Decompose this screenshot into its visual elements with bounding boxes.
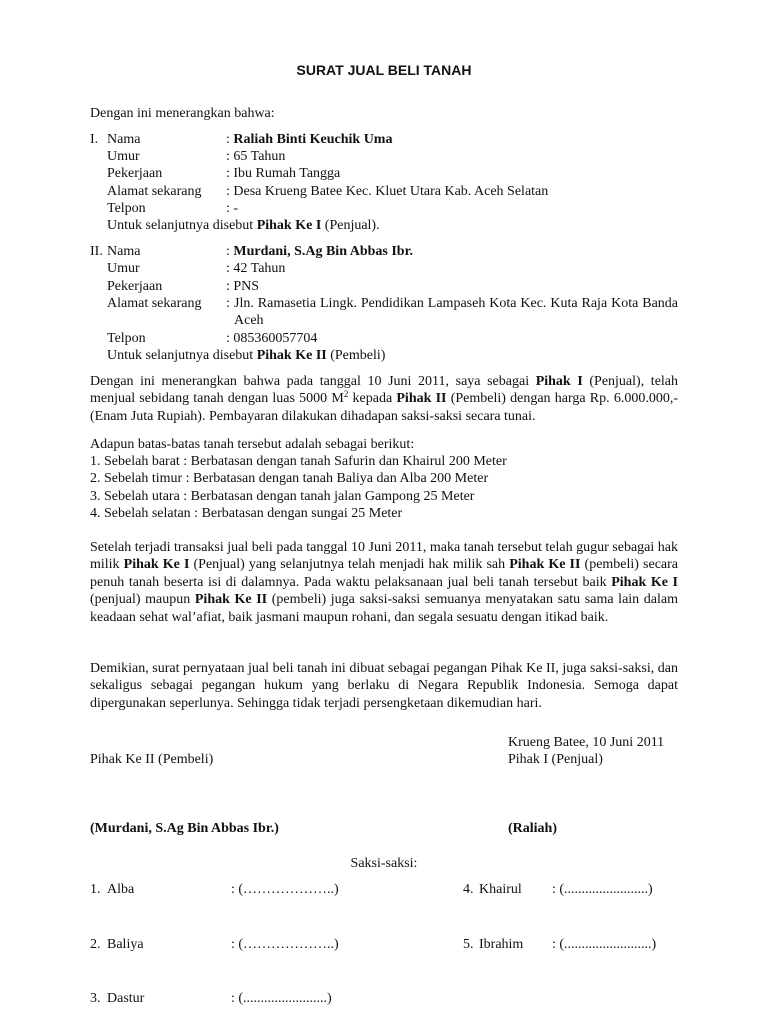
witness-name: Alba — [107, 882, 135, 897]
party-1-umur-value: 65 Tahun — [233, 149, 286, 164]
witness-number: 1. — [90, 882, 101, 897]
party-2-pekerjaan-value: PNS — [233, 279, 260, 294]
witness-signature-line: : (………………..) — [231, 937, 339, 952]
party-1-label-nama: Nama — [107, 132, 141, 147]
party-2-pekerjaan: : PNS — [226, 279, 260, 294]
party-1-number: I. — [90, 132, 99, 147]
witness-signature-line: : (………………..) — [231, 882, 339, 897]
signer-right-label: Pihak I (Penjual) — [508, 752, 603, 767]
witness-number: 4. — [463, 882, 474, 897]
party-1-alamat-value: Desa Krueng Batee Kec. Kluet Utara Kab. Aceh Selatan — [233, 184, 549, 199]
witness-name: Dastur — [107, 991, 145, 1006]
party-2-alamat: : Jln. Ramasetia Lingk. Pendidikan Lampaseh Kota Kec. Kuta Raja Kota Banda Aceh — [226, 296, 678, 328]
party-1-pekerjaan: : Ibu Rumah Tangga — [226, 166, 341, 181]
party-1-umur: : 65 Tahun — [226, 149, 286, 164]
witness-number: 5. — [463, 937, 474, 952]
party-2-label-pekerjaan: Pekerjaan — [107, 279, 163, 294]
party-2-umur: : 42 Tahun — [226, 261, 286, 276]
place-date: Krueng Batee, 10 Juni 2011 — [508, 735, 665, 750]
witness-name: Baliya — [107, 937, 144, 952]
party-1-pekerjaan-value: Ibu Rumah Tangga — [233, 166, 341, 181]
witness-number: 3. — [90, 991, 101, 1006]
signer-left-name: (Murdani, S.Ag Bin Abbas Ibr.) — [90, 821, 279, 836]
party-1-label-pekerjaan: Pekerjaan — [107, 166, 163, 181]
ownership-paragraph: Setelah terjadi transaksi jual beli pada tanggal 10 Juni 2011, maka tanah tersebut telah gugur sebagai hak milik Pihak Ke I (Penjual) yang selanjutnya telah menjadi hak milik sah Pihak Ke II (pembeli) secara penuh tanah beserta isi di dalamnya. Pada waktu pelaksanaan jual beli tanah tersebut baik Pihak Ke I (penjual) maupun Pihak Ke II (pembeli) juga saksi-saksi semuanya menyatakan satu sama lain dalam keadaan sehat wal’afiat, baik jasmani maupun rohani, dan segala sesuatu dengan itikad baik. — [90, 540, 679, 625]
party-2-number: II. — [90, 244, 103, 259]
boundary-item: 3. Sebelah utara : Berbatasan dengan tanah jalan Gampong 25 Meter — [90, 489, 475, 504]
party-1-alamat: : Desa Krueng Batee Kec. Kluet Utara Kab. Aceh Selatan — [226, 184, 549, 199]
party-2-label-alamat: Alamat sekarang — [107, 296, 202, 311]
boundaries-heading: Adapun batas-batas tanah tersebut adalah sebagai berikut: — [90, 437, 415, 452]
witness-name: Khairul — [479, 882, 522, 897]
transaction-paragraph: Dengan ini menerangkan bahwa pada tanggal 10 Juni 2011, saya sebagai Pihak I (Penjual), telah menjual sebidang tanah dengan luas 5000 $M^2$ kepada Pihak II (Pembeli) dengan harga Rp. 6.000.000,- (Enam Juta Rupiah). Pembayaran dilakukan dihadapan saksi-saksi secara tunai. — [90, 374, 679, 424]
document-title: SURAT JUAL BELI TANAH — [296, 62, 472, 78]
witness-signature-line: : (.........................) — [552, 937, 657, 952]
boundary-item: 4. Sebelah selatan : Berbatasan dengan sungai 25 Meter — [90, 506, 403, 521]
intro-text: Dengan ini menerangkan bahwa: — [90, 106, 275, 121]
party-2-label-nama: Nama — [107, 244, 141, 259]
witness-signature-line: : (........................) — [552, 882, 653, 897]
party-1-nama: : Raliah Binti Keuchik Uma — [226, 132, 393, 147]
party-2-nama: : Murdani, S.Ag Bin Abbas Ibr. — [226, 244, 413, 259]
party-2-label-umur: Umur — [107, 261, 140, 276]
party-1-label-telpon: Telpon — [107, 201, 146, 216]
party-2-umur-value: 42 Tahun — [233, 261, 286, 276]
signer-left-label: Pihak Ke II (Pembeli) — [90, 752, 214, 767]
witness-signature-line: : (........................) — [231, 991, 332, 1006]
party-2-designation: Untuk selanjutnya disebut Pihak Ke II (Pembeli) — [107, 348, 386, 363]
party-1-designation: Untuk selanjutnya disebut Pihak Ke I (Penjual). — [107, 218, 380, 233]
party-1-label-alamat: Alamat sekarang — [107, 184, 202, 199]
signer-right-name: (Raliah) — [508, 821, 557, 836]
party-1-label-umur: Umur — [107, 149, 140, 164]
party-2-telpon-value: 085360057704 — [233, 331, 318, 346]
party-2-alamat-value: Jln. Ramasetia Lingk. Pendidikan Lampaseh Kota Kec. Kuta Raja Kota Banda Aceh — [234, 296, 678, 328]
party-2-telpon: : 085360057704 — [226, 331, 318, 346]
party-1-telpon-value: - — [233, 201, 239, 216]
witness-number: 2. — [90, 937, 101, 952]
closing-paragraph: Demikian, surat pernyataan jual beli tanah ini dibuat sebagai pegangan Pihak Ke II, juga saksi-saksi, dan sekaligus sebagai pegangan hukum yang berlaku di Negara Republik Indonesia. Semoga dapat dipergunakan seperlunya. Sehingga tidak terjadi persengketaan dikemudian hari. — [90, 661, 678, 711]
witnesses-heading: Saksi-saksi: — [350, 856, 418, 871]
boundary-item: 2. Sebelah timur : Berbatasan dengan tanah Baliya dan Alba 200 Meter — [90, 471, 489, 486]
party-1-nama-value: Raliah Binti Keuchik Uma — [233, 132, 393, 147]
party-2-label-telpon: Telpon — [107, 331, 146, 346]
witness-name: Ibrahim — [479, 937, 524, 952]
party-2-nama-value: Murdani, S.Ag Bin Abbas Ibr. — [233, 244, 413, 259]
boundary-item: 1. Sebelah barat : Berbatasan dengan tanah Safurin dan Khairul 200 Meter — [90, 454, 507, 469]
party-1-telpon: : - — [226, 201, 239, 216]
